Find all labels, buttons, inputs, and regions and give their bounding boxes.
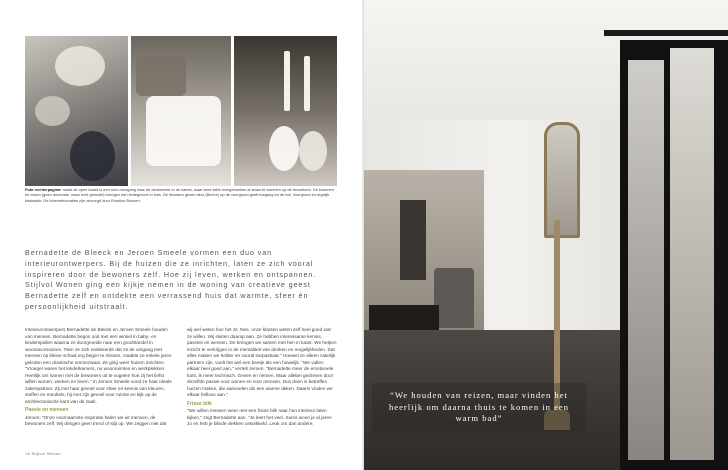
article-intro: Bernadette de Bleeck en Jeroen Smeele vormen een duo van interieurontwerpers. Bij de huizen die ze inrichten, laten ze zich vooral inspireren door de bewoners zelf. Hoe zij leven, werken en ontspannen. Stijlvol Wonen ging een kijkje nemen in de woning van creatieve geest Bernadette zelf en ontdekte een verrassend huis dat warmte, sfeer én persoonlijkheid uitstraalt. (25, 248, 317, 311)
caption-lead: Foto rechterpagina: (25, 187, 62, 192)
body-paragraph: Interieurontwerpers Bernadette de Bleeck en Jeroen Smeele houden van mensen. Bernadette begon ooit met een winkel in baby- en kinderspullen waarna ze doorgroeide naar een groothandel in woonaccessoires. Toen ze zich realiseerde dat ze de omgang met mensen op kleine schaal erg begon te missen, maakte ze enkele jaren geleden een drastische ommezwaai. Ze ging weer huizen inrichten. "Vroeger waren het kinderkamers, nu woonruimtes en werkplekken. Heerlijk om samen met de bewoners uit te vogelen hoe zij het liefst willen wonen, werken en leven." In Jeroen Smeele vond ze haar ideale zakenpartner. Zij met haar gevoel voor sfeer en kennis van kleuren, stoffen en meubels; hij met zijn gevoel voor ruimte en kijk op de architectonische kant van de zaak. (25, 327, 172, 404)
ornate-mirror (544, 122, 580, 238)
sliding-door-rail (604, 30, 728, 36)
page-folio: 16 Stijlvol Wonen (25, 451, 61, 456)
door-glass-pane (670, 48, 714, 460)
photo-cushions (131, 36, 231, 186)
pull-quote: “We houden van reizen, maar vinden het heerlijk om daarna thuis te komen in een warm bad” (388, 390, 570, 423)
armchair (434, 268, 474, 328)
body-column-2 (187, 327, 337, 430)
body-paragraph: wij wel weten hoe het zit. Nee, onze klanten weten zelf heel goed wat ze willen. Wij sluiten daarop aan. Ze hebben interessante kennis, passies en wensen. De brengen we samen met hen in kaart. We helpen inzicht te verkrijgen in de mentaliteit van denken en mogelijkheden. Dat alles maken we helder en vooral toepasbaar." Hoewel ze alleen zakelijk partners zijn, voelt het wel een beetje als een huwelijk. "We vullen elkaar heel goed aan," vertelt Jeroen. "Bernadette meer de emotionele kant, ik meer technisch. Geven en nemen. Maar allebei gedreven door dezelfde passie voor wonen en voor mensen. Dus doen is betreffen huizen maken, die aanvoelen als een warme deken. Daarin vinden we elkaar feilloos aan." (187, 327, 337, 397)
body-paragraph: "We willen mensen weer met een frisse blik naar hun interieur laten kijken," zegt Bernadette aan. "Je leert het veel. Soms woon je al jaren zo en heb je blinde vlekken ontwikkeld. Leuk om dan andere, (187, 408, 332, 426)
subheading-frisse-blik: Frisse blik (187, 400, 212, 407)
subheading-passie: Passie en mensen (25, 407, 69, 413)
photo-flowers-vase (25, 36, 128, 186)
caption-text: naast de open haard is een ruim doorgang naar de denkruimte in de kamer, waar twee witte loungebanken al staan te wachten op de bezoekers. De kommen en vazen (geen decoratie, maar echt gebruikt) brengen een lentegevoel in huis. De ribvazen geven deur (Bed'or) op de voorgrond geeft toegang tot de hal. Voorgrond en tegelijk basisstuk: De bloemdecoraties zijn verzorgd door Emotion Blumen. (25, 187, 334, 203)
wall-panel (400, 200, 426, 280)
door-glass-pane (628, 60, 664, 460)
body-paragraph: Jeroen: "Onze voornaamste inspiratie halen we uit mensen, de bewoners zelf. Wij dringen geen trend of stijl op. We zeggen niet dat (25, 414, 167, 426)
photo-caption (25, 187, 337, 203)
body-column-1 (25, 327, 175, 430)
photo-candles-vases (234, 36, 337, 186)
